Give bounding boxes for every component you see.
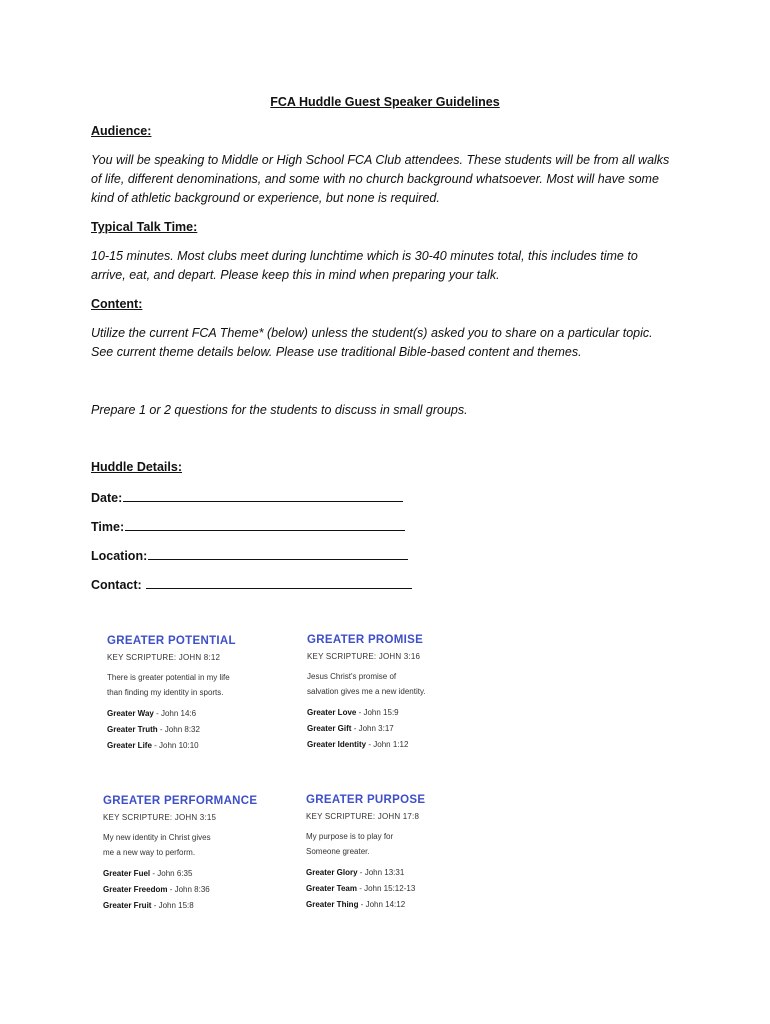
key-scripture: KEY SCRIPTURE: JOHN 3:16 [307,652,421,661]
content-line: Utilize the current FCA Theme* (below) unless the student(s) asked you to share on a particular topic. [91,326,653,340]
theme-item-ref: - John 14:12 [358,900,406,909]
questions-paragraph: Prepare 1 or 2 questions for the students to discuss in small groups. [91,403,468,417]
theme-greater-potential [107,635,307,750]
theme-name: GREATER PURPOSE [306,794,426,806]
theme-item-name: Greater Way [107,709,154,718]
theme-description-line: My new identity in Christ gives [103,833,211,842]
theme-item-name: Greater Truth [107,725,158,734]
theme-item-ref: - John 6:35 [150,869,193,878]
theme-item-name: Greater Freedom [103,885,168,894]
theme-description-line: Someone greater. [306,847,370,856]
audience-line: You will be speaking to Middle or High School FCA Club attendees. These students will be from all walks [91,153,670,167]
theme-item [103,901,303,910]
audience-heading: Audience: [91,124,152,138]
theme-description-line: My purpose is to play for [306,832,394,841]
date-label: Date: [91,491,123,505]
page-title: FCA Huddle Guest Speaker Guidelines [270,95,500,109]
contact-label: Contact: [91,578,146,592]
theme-item-ref: - John 13:31 [357,868,405,877]
theme-item [107,725,307,734]
theme-item [103,885,303,894]
theme-item [307,740,507,749]
theme-item-ref: - John 1:12 [366,740,409,749]
theme-description [307,669,507,699]
theme-item [306,884,506,893]
theme-description-line: There is greater potential in my life [107,673,230,682]
theme-description [103,830,303,860]
theme-description [306,829,506,859]
talk-time-line: arrive, eat, and depart. Please keep this in mind when preparing your talk. [91,268,500,282]
location-label: Location: [91,549,148,563]
key-scripture: KEY SCRIPTURE: JOHN 8:12 [107,653,221,662]
talk-time-line: 10-15 minutes. Most clubs meet during lunchtime which is 30-40 minutes total, this includes time to [91,249,638,263]
time-blank-line[interactable] [125,518,405,531]
theme-name: GREATER PERFORMANCE [103,795,258,807]
audience-paragraph [91,151,691,208]
theme-name: GREATER POTENTIAL [107,635,236,647]
time-label: Time: [91,520,125,534]
huddle-details-heading: Huddle Details: [91,460,182,474]
theme-description [107,670,307,700]
theme-item [306,868,506,877]
theme-item [306,900,506,909]
theme-item-ref: - John 15:9 [356,708,399,717]
content-paragraph [91,324,691,362]
talk-time-heading: Typical Talk Time: [91,220,198,234]
theme-description-line: than finding my identity in sports. [107,688,224,697]
theme-item-name: Greater Gift [307,724,352,733]
theme-greater-purpose [306,794,506,909]
theme-item-name: Greater Fuel [103,869,151,878]
theme-item-name: Greater Thing [306,900,359,909]
theme-item-name: Greater Fruit [103,901,152,910]
theme-description-line: Jesus Christ's promise of [307,672,397,681]
contact-blank-line[interactable] [146,576,412,589]
audience-line: kind of athletic background or experience, but none is required. [91,191,440,205]
contact-field[interactable] [91,576,412,592]
theme-item-ref: - John 15:12-13 [357,884,416,893]
key-scripture: KEY SCRIPTURE: JOHN 3:15 [103,813,217,822]
theme-item-ref: - John 10:10 [151,741,199,750]
key-scripture: KEY SCRIPTURE: JOHN 17:8 [306,812,420,821]
theme-item-name: Greater Love [307,708,357,717]
theme-item-name: Greater Identity [307,740,367,749]
location-blank-line[interactable] [148,547,408,560]
theme-item [107,709,307,718]
theme-description-line: salvation gives me a new identity. [307,687,426,696]
theme-item [307,724,507,733]
theme-item [107,741,307,750]
theme-greater-promise [307,634,507,749]
theme-description-line: me a new way to perform. [103,848,196,857]
time-field[interactable] [91,518,405,534]
audience-line: of life, different denominations, and some with no church background whatsoever. Most will have some [91,172,659,186]
theme-item-ref: - John 3:17 [351,724,394,733]
date-field[interactable] [91,489,403,505]
theme-item [103,869,303,878]
theme-item [307,708,507,717]
date-blank-line[interactable] [123,489,403,502]
theme-item-ref: - John 8:36 [167,885,210,894]
theme-greater-performance [103,795,303,910]
location-field[interactable] [91,547,408,563]
talk-time-paragraph [91,247,691,285]
theme-item-name: Greater Team [306,884,357,893]
theme-name: GREATER PROMISE [307,634,424,646]
theme-item-name: Greater Life [107,741,152,750]
content-line: See current theme details below. Please use traditional Bible-based content and themes. [91,345,582,359]
theme-item-name: Greater Glory [306,868,358,877]
theme-item-ref: - John 15:8 [151,901,194,910]
theme-item-ref: - John 14:6 [153,709,197,718]
theme-item-ref: - John 8:32 [157,725,200,734]
content-heading: Content: [91,297,143,311]
